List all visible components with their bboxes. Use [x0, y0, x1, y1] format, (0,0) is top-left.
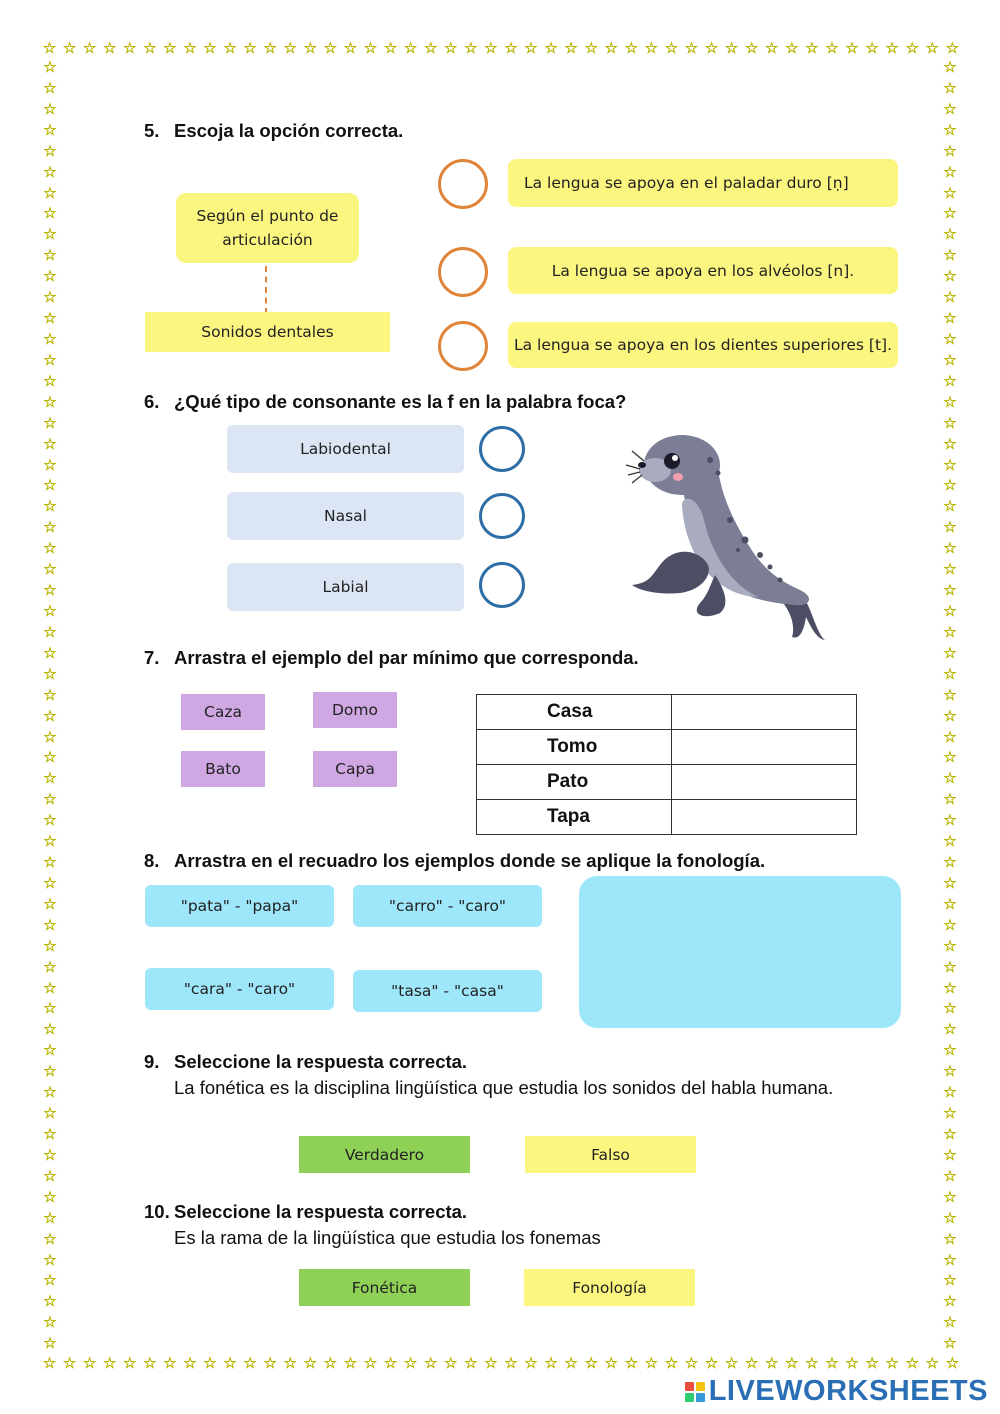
star-icon: ☆: [943, 602, 957, 620]
star-icon: ☆: [43, 833, 57, 851]
star-icon: ☆: [943, 833, 957, 851]
star-icon: ☆: [943, 498, 957, 516]
q8-drag-carro-caro[interactable]: "carro" - "caro": [353, 885, 542, 927]
star-icon: ☆: [223, 40, 237, 56]
star-icon: ☆: [143, 40, 157, 56]
star-icon: ☆: [785, 40, 799, 56]
star-icon: ☆: [43, 937, 57, 955]
star-icon: ☆: [943, 205, 957, 223]
star-icon: ☆: [43, 60, 57, 76]
star-icon: ☆: [943, 310, 957, 328]
star-icon: ☆: [943, 1042, 957, 1060]
q8-drag-tasa-casa[interactable]: "tasa" - "casa": [353, 970, 542, 1012]
star-icon: ☆: [343, 1355, 358, 1371]
star-icon: ☆: [464, 1355, 478, 1371]
star-icon: ☆: [123, 1355, 137, 1371]
star-icon: ☆: [845, 1355, 859, 1371]
q5-category-box: Sonidos dentales: [145, 312, 390, 352]
star-icon: ☆: [943, 79, 957, 97]
star-icon: ☆: [43, 958, 57, 976]
star-icon: ☆: [43, 749, 57, 767]
star-icon: ☆: [865, 40, 879, 56]
star-icon: ☆: [43, 163, 57, 181]
q5-number: 5.: [144, 120, 160, 141]
q7-word-casa: Casa: [477, 695, 672, 730]
q7-word-pato: Pato: [477, 765, 672, 800]
star-icon: ☆: [943, 142, 957, 160]
q7-word-tomo: Tomo: [477, 730, 672, 765]
star-icon: ☆: [43, 498, 57, 516]
star-icon: ☆: [303, 1355, 318, 1371]
star-icon: ☆: [825, 1355, 839, 1371]
star-icon: ☆: [43, 1126, 57, 1144]
star-icon: ☆: [143, 1355, 157, 1371]
q7-drop-slot-1[interactable]: [672, 695, 857, 730]
star-icon: ☆: [43, 1230, 57, 1248]
star-icon: ☆: [363, 1355, 378, 1371]
star-icon: ☆: [484, 40, 498, 56]
q9-title: [144, 1051, 467, 1073]
star-icon: ☆: [925, 1355, 939, 1371]
star-icon: ☆: [943, 561, 957, 579]
star-icon: ☆: [604, 40, 618, 56]
star-icon: ☆: [203, 40, 217, 56]
q5-option-1-circle[interactable]: [438, 159, 488, 209]
star-icon: ☆: [943, 1167, 957, 1185]
star-icon: ☆: [943, 916, 957, 934]
star-icon: ☆: [43, 916, 57, 934]
star-icon: ☆: [544, 1355, 558, 1371]
q9-true-button[interactable]: Verdadero: [299, 1136, 470, 1173]
star-icon: ☆: [43, 393, 57, 411]
q5-title-text: Escoja la opción correcta.: [174, 120, 404, 141]
star-icon: ☆: [943, 372, 957, 390]
star-icon: ☆: [943, 60, 957, 76]
star-icon: ☆: [43, 519, 57, 537]
star-icon: ☆: [43, 1021, 57, 1039]
q7-drag-caza[interactable]: Caza: [181, 694, 265, 730]
star-icon: ☆: [43, 456, 57, 474]
star-icon: ☆: [43, 247, 57, 265]
star-icon: ☆: [43, 582, 57, 600]
liveworksheets-logo-text: LIVEWORKSHEETS: [708, 1375, 988, 1407]
star-icon: ☆: [943, 1314, 957, 1332]
star-icon: ☆: [43, 330, 57, 348]
star-icon: ☆: [943, 749, 957, 767]
star-icon: ☆: [243, 40, 257, 56]
star-icon: ☆: [943, 854, 957, 872]
star-icon: ☆: [43, 1146, 57, 1164]
star-icon: ☆: [43, 874, 57, 892]
q6-option-labiodental[interactable]: Labiodental: [227, 425, 464, 473]
star-icon: ☆: [943, 1335, 957, 1352]
star-icon: ☆: [43, 351, 57, 369]
star-icon: ☆: [943, 728, 957, 746]
q8-number: 8.: [144, 850, 160, 871]
star-icon: ☆: [43, 79, 57, 97]
star-icon: ☆: [183, 1355, 197, 1371]
q6-option-nasal[interactable]: Nasal: [227, 492, 464, 540]
star-icon: ☆: [163, 40, 177, 56]
q5-title: [144, 120, 403, 142]
star-icon: ☆: [644, 40, 659, 56]
q9-statement: La fonética es la disciplina lingüística que estudia los sonidos del habla humana.: [174, 1077, 834, 1098]
star-icon: ☆: [943, 456, 957, 474]
star-icon: ☆: [624, 1355, 639, 1371]
star-icon: ☆: [263, 40, 277, 56]
star-icon: ☆: [943, 184, 957, 202]
star-icon: ☆: [943, 623, 957, 641]
star-icon: ☆: [564, 40, 578, 56]
q5-option-3-circle[interactable]: [438, 321, 488, 371]
star-icon: ☆: [945, 1355, 960, 1371]
star-icon: ☆: [943, 1126, 957, 1144]
star-icon: ☆: [223, 1355, 237, 1371]
star-border-top: [42, 40, 960, 56]
q8-drop-zone[interactable]: [579, 876, 901, 1028]
star-icon: ☆: [43, 268, 57, 286]
star-icon: ☆: [82, 1355, 97, 1371]
star-icon: ☆: [203, 1355, 217, 1371]
q10-title-text: Seleccione la respuesta correcta.: [174, 1201, 468, 1222]
star-icon: ☆: [943, 268, 957, 286]
star-icon: ☆: [42, 1355, 57, 1371]
star-icon: ☆: [684, 1355, 699, 1371]
q8-title-text: Arrastra en el recuadro los ejemplos donde se aplique la fonología.: [174, 850, 766, 871]
star-icon: ☆: [943, 351, 957, 369]
q6-option-2-circle[interactable]: [479, 493, 525, 539]
star-icon: ☆: [943, 414, 957, 432]
star-icon: ☆: [943, 895, 957, 913]
star-icon: ☆: [43, 205, 57, 223]
q7-drop-slot-2[interactable]: [672, 730, 857, 765]
q9-number: 9.: [144, 1051, 160, 1072]
star-icon: ☆: [943, 937, 957, 955]
liveworksheets-logo-icon: [685, 1382, 705, 1402]
star-icon: ☆: [564, 1355, 578, 1371]
star-icon: ☆: [444, 1355, 458, 1371]
star-icon: ☆: [42, 40, 57, 56]
q10-title: [144, 1201, 467, 1223]
star-icon: ☆: [584, 40, 598, 56]
star-icon: ☆: [704, 40, 719, 56]
table-row: [477, 695, 857, 730]
star-icon: ☆: [943, 791, 957, 809]
q9-title-text: Seleccione la respuesta correcta.: [174, 1051, 468, 1072]
star-icon: ☆: [943, 1230, 957, 1248]
q5-option-1[interactable]: La lengua se apoya en el paladar duro [ṇ]: [508, 159, 898, 207]
star-icon: ☆: [805, 1355, 819, 1371]
star-icon: ☆: [905, 40, 919, 56]
q6-option-labial[interactable]: Labial: [227, 563, 464, 611]
star-icon: ☆: [943, 1021, 957, 1039]
star-icon: ☆: [43, 184, 57, 202]
q6-title: [144, 391, 626, 413]
star-icon: ☆: [43, 1314, 57, 1332]
star-icon: ☆: [43, 1188, 57, 1206]
star-icon: ☆: [43, 1272, 57, 1290]
star-icon: ☆: [744, 40, 759, 56]
star-icon: ☆: [43, 728, 57, 746]
star-icon: ☆: [43, 1084, 57, 1102]
star-icon: ☆: [943, 540, 957, 558]
star-icon: ☆: [943, 100, 957, 118]
star-icon: ☆: [423, 1355, 438, 1371]
star-icon: ☆: [43, 142, 57, 160]
star-icon: ☆: [43, 414, 57, 432]
star-icon: ☆: [943, 644, 957, 662]
star-icon: ☆: [383, 40, 398, 56]
star-icon: ☆: [925, 40, 939, 56]
star-icon: ☆: [544, 40, 558, 56]
star-icon: ☆: [283, 40, 297, 56]
star-icon: ☆: [943, 1272, 957, 1290]
star-icon: ☆: [584, 1355, 598, 1371]
star-icon: ☆: [943, 812, 957, 830]
star-icon: ☆: [444, 40, 458, 56]
q5-option-2-circle[interactable]: [438, 247, 488, 297]
star-icon: ☆: [243, 1355, 257, 1371]
star-icon: ☆: [43, 979, 57, 997]
star-icon: ☆: [684, 40, 699, 56]
q5-option-2[interactable]: La lengua se apoya en los alvéolos [n].: [508, 247, 898, 294]
star-icon: ☆: [943, 1084, 957, 1102]
star-icon: ☆: [943, 707, 957, 725]
q5-concept-box: Según el punto de articulación: [176, 193, 359, 263]
star-border-left: [42, 60, 58, 1352]
q10-option-fonetica[interactable]: Fonética: [299, 1269, 470, 1306]
star-icon: ☆: [805, 40, 819, 56]
star-icon: ☆: [43, 226, 57, 244]
star-icon: ☆: [943, 247, 957, 265]
star-icon: ☆: [43, 289, 57, 307]
star-icon: ☆: [43, 372, 57, 390]
q8-drag-cara-caro[interactable]: "cara" - "caro": [145, 968, 334, 1010]
table-row: [477, 730, 857, 765]
star-icon: ☆: [664, 1355, 679, 1371]
q5-connector-line: [265, 266, 267, 314]
star-icon: ☆: [825, 40, 839, 56]
star-icon: ☆: [102, 40, 117, 56]
star-icon: ☆: [43, 1293, 57, 1311]
star-icon: ☆: [945, 40, 960, 56]
star-icon: ☆: [943, 226, 957, 244]
star-icon: ☆: [323, 40, 338, 56]
star-icon: ☆: [943, 1209, 957, 1227]
star-border-bottom: [42, 1355, 960, 1371]
star-icon: ☆: [943, 435, 957, 453]
star-icon: ☆: [943, 1251, 957, 1269]
star-icon: ☆: [943, 163, 957, 181]
q7-drop-slot-3[interactable]: [672, 765, 857, 800]
star-icon: ☆: [43, 895, 57, 913]
star-icon: ☆: [943, 330, 957, 348]
star-icon: ☆: [724, 1355, 739, 1371]
star-icon: ☆: [943, 289, 957, 307]
star-icon: ☆: [43, 100, 57, 118]
star-icon: ☆: [43, 1335, 57, 1352]
star-icon: ☆: [504, 1355, 518, 1371]
q6-option-3-circle[interactable]: [479, 562, 525, 608]
q7-pairs-table: [476, 694, 857, 835]
star-icon: ☆: [943, 686, 957, 704]
q7-drag-capa[interactable]: Capa: [313, 751, 397, 787]
q6-title-text: ¿Qué tipo de consonante es la f en la palabra foca?: [174, 391, 627, 412]
q10-option-fonologia[interactable]: Fonología: [524, 1269, 695, 1306]
star-icon: ☆: [163, 1355, 177, 1371]
star-icon: ☆: [504, 40, 518, 56]
star-icon: ☆: [785, 1355, 799, 1371]
star-icon: ☆: [943, 519, 957, 537]
star-icon: ☆: [363, 40, 378, 56]
star-icon: ☆: [43, 561, 57, 579]
star-icon: ☆: [524, 1355, 538, 1371]
star-icon: ☆: [943, 582, 957, 600]
q7-number: 7.: [144, 647, 160, 668]
star-icon: ☆: [82, 40, 97, 56]
star-icon: ☆: [263, 1355, 277, 1371]
star-icon: ☆: [403, 1355, 418, 1371]
star-icon: ☆: [943, 1188, 957, 1206]
star-icon: ☆: [624, 40, 639, 56]
star-icon: ☆: [765, 40, 779, 56]
star-icon: ☆: [323, 1355, 338, 1371]
star-icon: ☆: [484, 1355, 498, 1371]
star-icon: ☆: [403, 40, 418, 56]
star-icon: ☆: [43, 623, 57, 641]
star-icon: ☆: [43, 121, 57, 139]
star-icon: ☆: [43, 1063, 57, 1081]
q8-drag-pata-papa[interactable]: "pata" - "papa": [145, 885, 334, 927]
star-icon: ☆: [343, 40, 358, 56]
star-icon: ☆: [744, 1355, 759, 1371]
star-icon: ☆: [724, 40, 739, 56]
star-icon: ☆: [905, 1355, 919, 1371]
star-icon: ☆: [43, 854, 57, 872]
star-icon: ☆: [43, 644, 57, 662]
star-icon: ☆: [423, 40, 438, 56]
star-icon: ☆: [43, 477, 57, 495]
star-icon: ☆: [464, 40, 478, 56]
star-icon: ☆: [943, 1293, 957, 1311]
q7-title-text: Arrastra el ejemplo del par mínimo que corresponda.: [174, 647, 639, 668]
star-icon: ☆: [943, 874, 957, 892]
star-icon: ☆: [943, 770, 957, 788]
star-icon: ☆: [943, 665, 957, 683]
liveworksheets-logo: [685, 1375, 988, 1408]
star-icon: ☆: [43, 540, 57, 558]
star-icon: ☆: [43, 1209, 57, 1227]
star-icon: ☆: [943, 477, 957, 495]
star-icon: ☆: [43, 310, 57, 328]
star-icon: ☆: [885, 40, 899, 56]
star-icon: ☆: [604, 1355, 618, 1371]
star-icon: ☆: [43, 602, 57, 620]
star-icon: ☆: [704, 1355, 719, 1371]
star-icon: ☆: [43, 686, 57, 704]
star-icon: ☆: [383, 1355, 398, 1371]
star-icon: ☆: [43, 770, 57, 788]
star-icon: ☆: [62, 40, 77, 56]
star-icon: ☆: [43, 1105, 57, 1123]
star-icon: ☆: [943, 1146, 957, 1164]
star-icon: ☆: [283, 1355, 297, 1371]
q10-statement: Es la rama de la lingüística que estudia los fonemas: [174, 1227, 601, 1248]
star-icon: ☆: [43, 812, 57, 830]
q7-drop-slot-4[interactable]: [672, 800, 857, 835]
star-icon: ☆: [644, 1355, 659, 1371]
q7-drag-bato[interactable]: Bato: [181, 751, 265, 787]
star-border-right: [942, 60, 958, 1352]
q10-number: 10.: [144, 1201, 170, 1222]
star-icon: ☆: [183, 40, 197, 56]
star-icon: ☆: [43, 707, 57, 725]
star-icon: ☆: [43, 1042, 57, 1060]
q6-option-1-circle[interactable]: [479, 426, 525, 472]
star-icon: ☆: [43, 791, 57, 809]
star-icon: ☆: [943, 393, 957, 411]
q5-option-3[interactable]: La lengua se apoya en los dientes superiores [t].: [508, 322, 898, 368]
seal-illustration-icon: [620, 425, 850, 645]
star-icon: ☆: [765, 1355, 779, 1371]
star-icon: ☆: [943, 1000, 957, 1018]
q9-false-button[interactable]: Falso: [525, 1136, 696, 1173]
star-icon: ☆: [43, 435, 57, 453]
q7-title: [144, 647, 639, 669]
table-row: [477, 765, 857, 800]
q7-drag-domo[interactable]: Domo: [313, 692, 397, 728]
star-icon: ☆: [943, 1063, 957, 1081]
star-icon: ☆: [43, 665, 57, 683]
star-icon: ☆: [43, 1000, 57, 1018]
q6-number: 6.: [144, 391, 160, 412]
star-icon: ☆: [664, 40, 679, 56]
star-icon: ☆: [102, 1355, 117, 1371]
star-icon: ☆: [524, 40, 538, 56]
star-icon: ☆: [123, 40, 137, 56]
star-icon: ☆: [943, 979, 957, 997]
star-icon: ☆: [43, 1251, 57, 1269]
star-icon: ☆: [943, 121, 957, 139]
star-icon: ☆: [943, 958, 957, 976]
star-icon: ☆: [43, 1167, 57, 1185]
star-icon: ☆: [885, 1355, 899, 1371]
star-icon: ☆: [62, 1355, 77, 1371]
q8-title: [144, 850, 765, 872]
star-icon: ☆: [303, 40, 318, 56]
star-icon: ☆: [943, 1105, 957, 1123]
star-icon: ☆: [845, 40, 859, 56]
q7-word-tapa: Tapa: [477, 800, 672, 835]
star-icon: ☆: [865, 1355, 879, 1371]
table-row: [477, 800, 857, 835]
